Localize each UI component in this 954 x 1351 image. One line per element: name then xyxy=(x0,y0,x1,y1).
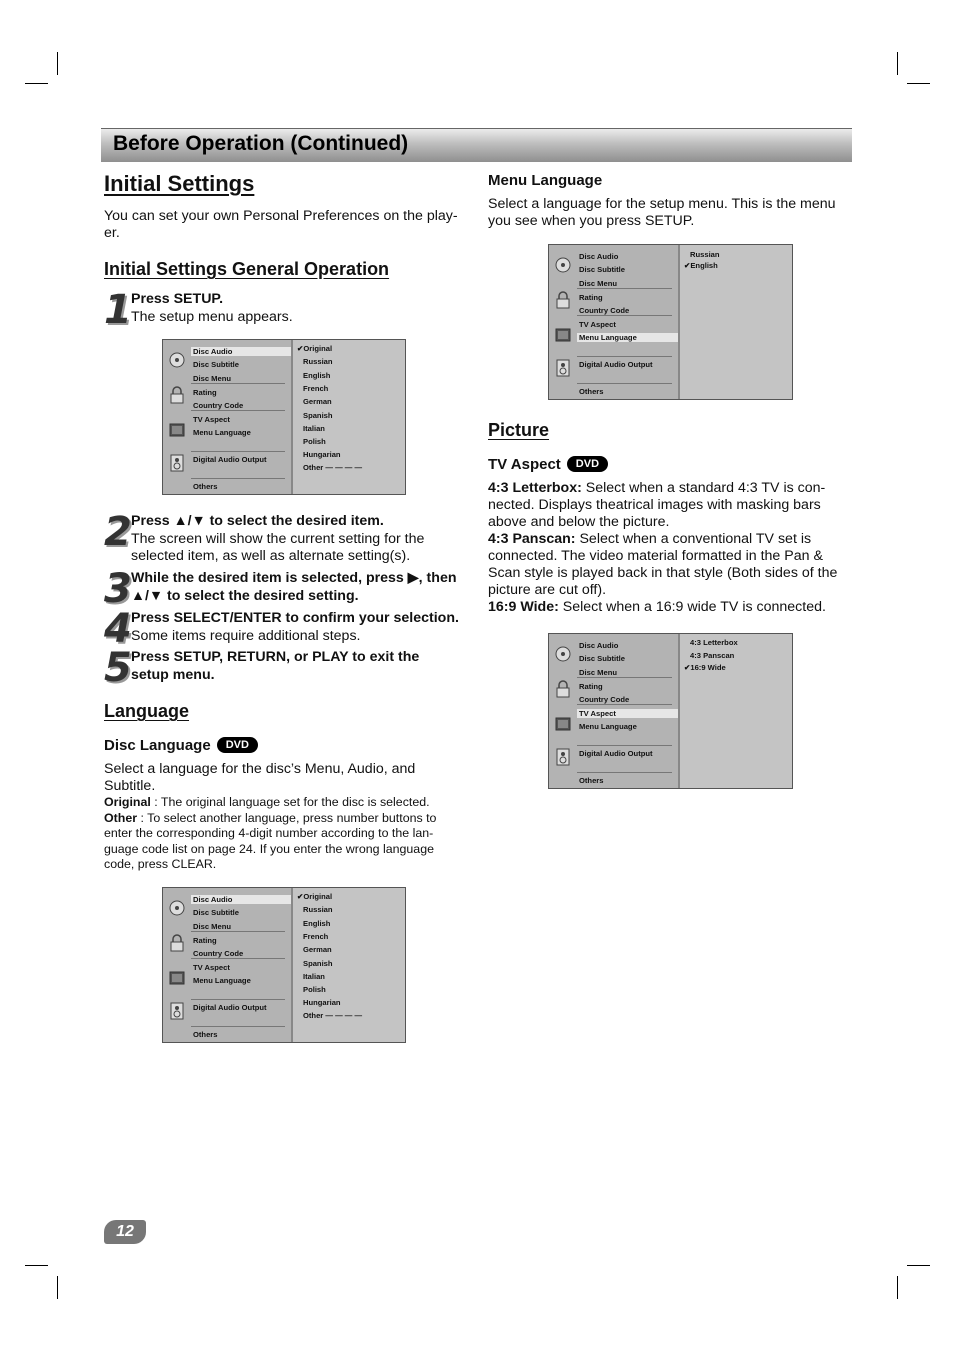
letterbox-line-2: nected. Displays theatrical images with masking bars xyxy=(488,497,821,513)
page-number: 12 xyxy=(104,1220,146,1244)
crop-mark xyxy=(907,83,930,84)
menu-item[interactable]: Country Code xyxy=(193,401,244,410)
step-1 xyxy=(131,291,466,326)
letterbox-line-1: Select when a standard 4:3 TV is con- xyxy=(581,480,826,496)
crop-mark xyxy=(57,52,58,75)
crop-mark xyxy=(897,1276,898,1299)
step-number-4: 4 xyxy=(104,606,132,652)
menu-item[interactable]: Disc Audio xyxy=(191,347,291,356)
lock-icon xyxy=(555,680,571,696)
menu-option[interactable]: Russian xyxy=(303,905,333,914)
tv-aspect-title xyxy=(488,456,608,473)
dvd-badge: DVD xyxy=(217,737,258,753)
speaker-icon xyxy=(555,748,571,764)
menu-separator xyxy=(191,1026,285,1027)
menu-item[interactable]: Rating xyxy=(579,293,603,302)
setup-menu-screen-3 xyxy=(548,244,793,400)
original-label: Original xyxy=(104,795,151,809)
intro-line-2: er. xyxy=(104,225,120,241)
lock-icon xyxy=(555,291,571,307)
menu-item[interactable]: Country Code xyxy=(579,306,630,315)
step-5 xyxy=(131,649,466,684)
menu-option[interactable]: Italian xyxy=(303,424,325,433)
menu-item[interactable]: Digital Audio Output xyxy=(579,360,653,369)
menu-item[interactable]: Menu Language xyxy=(577,333,678,342)
step-3-bold-1: While the desired item is selected, press ▶, then xyxy=(131,570,457,586)
menu-option[interactable]: French xyxy=(303,384,329,393)
setup-menu-screen-1 xyxy=(162,339,406,495)
disc-icon xyxy=(169,900,185,916)
menu-separator xyxy=(577,704,672,705)
original-note xyxy=(104,795,464,811)
menu-option[interactable]: Hungarian xyxy=(303,450,341,459)
menu-separator xyxy=(191,451,285,452)
menu-option[interactable]: Italian xyxy=(303,972,325,981)
menu-item[interactable]: Digital Audio Output xyxy=(193,455,267,464)
menu-item[interactable]: Menu Language xyxy=(193,976,251,985)
crop-mark xyxy=(25,1265,48,1266)
wide-text: Select when a 16:9 wide TV is connected. xyxy=(558,599,826,615)
tv-icon xyxy=(169,423,185,439)
panscan-line-2: connected. The video material formatted in the Pan & xyxy=(488,548,823,564)
menu-item[interactable]: Others xyxy=(579,776,604,785)
menu-separator xyxy=(577,356,672,357)
menu-separator xyxy=(577,288,672,289)
letterbox-label: 4:3 Letterbox: xyxy=(488,480,582,496)
step-3-bold-2: ▲/▼ to select the desired setting. xyxy=(131,587,359,604)
menu-item[interactable]: Disc Menu xyxy=(579,279,617,288)
dvd-badge: DVD xyxy=(567,456,608,472)
menu-item[interactable]: TV Aspect xyxy=(577,709,678,718)
disc-language-desc-2: Subtitle. xyxy=(104,778,156,794)
speaker-icon xyxy=(169,454,185,470)
menu-language-desc-1: Select a language for the setup menu. This is the menu xyxy=(488,196,836,212)
menu-item[interactable]: Disc Menu xyxy=(579,668,617,677)
disc-icon xyxy=(555,646,571,662)
menu-item[interactable]: Disc Audio xyxy=(579,641,619,650)
step-number-3: 3 xyxy=(104,566,132,612)
menu-item[interactable]: TV Aspect xyxy=(193,415,230,424)
step-5-bold-1: Press SETUP, RETURN, or PLAY to exit the xyxy=(131,649,420,665)
panscan-line-1: Select when a conventional TV set is xyxy=(575,531,812,547)
menu-item[interactable]: Disc Subtitle xyxy=(579,265,625,274)
menu-option[interactable]: German xyxy=(303,945,332,954)
disc-language-title xyxy=(104,737,258,754)
menu-item[interactable]: Disc Menu xyxy=(193,374,231,383)
crop-mark xyxy=(57,1276,58,1299)
step-2 xyxy=(131,513,466,566)
crop-mark xyxy=(897,52,898,75)
page-header-title: Before Operation (Continued) xyxy=(113,132,409,155)
menu-separator xyxy=(577,745,672,746)
tv-icon xyxy=(169,971,185,987)
menu-option[interactable]: English xyxy=(303,371,331,380)
lock-icon xyxy=(169,386,185,402)
step-number-2: 2 xyxy=(104,509,132,555)
subsection-title-general-operation: Initial Settings General Operation xyxy=(104,259,390,279)
menu-separator xyxy=(191,478,285,479)
original-text: : The original language set for the disc is selected. xyxy=(150,795,430,809)
step-number-5: 5 xyxy=(104,645,132,691)
disc-language-desc-1: Select a language for the disc’s Menu, Audio, and xyxy=(104,761,416,777)
menu-option[interactable]: Spanish xyxy=(303,959,333,968)
menu-item[interactable]: Rating xyxy=(193,936,217,945)
menu-option[interactable]: ✔Original xyxy=(297,892,333,901)
menu-option[interactable]: Spanish xyxy=(303,411,333,420)
step-2-text-1: The screen will show the current setting for the xyxy=(131,530,425,547)
menu-item[interactable]: TV Aspect xyxy=(579,320,616,329)
menu-item[interactable]: Disc Subtitle xyxy=(193,360,239,369)
menu-option[interactable]: Other — — — — xyxy=(303,1011,363,1020)
menu-option[interactable]: 4:3 Panscan xyxy=(690,651,735,660)
step-4 xyxy=(131,610,466,645)
menu-item[interactable]: Rating xyxy=(193,388,217,397)
menu-option[interactable]: Russian xyxy=(303,357,333,366)
menu-option[interactable]: English xyxy=(303,919,331,928)
disc-icon xyxy=(555,257,571,273)
other-label: Other xyxy=(104,810,138,825)
menu-option[interactable]: ✔16:9 Wide xyxy=(684,663,726,672)
menu-item[interactable]: Disc Subtitle xyxy=(579,654,625,663)
tv-aspect-desc xyxy=(488,480,850,616)
menu-item[interactable]: Others xyxy=(193,1030,218,1039)
menu-option[interactable]: Russian xyxy=(690,250,720,259)
panscan-line-4: picture are cut off). xyxy=(488,582,607,598)
step-1-bold: Press SETUP. xyxy=(131,291,224,307)
step-2-bold: Press ▲/▼ to select the desired item. xyxy=(131,513,384,529)
menu-item[interactable]: Disc Audio xyxy=(191,895,291,904)
menu-item[interactable]: Digital Audio Output xyxy=(193,1003,267,1012)
menu-option[interactable]: German xyxy=(303,397,332,406)
letterbox-line-3: above and below the picture. xyxy=(488,514,670,530)
wide-label: 16:9 Wide: xyxy=(488,599,559,615)
menu-option[interactable]: Other — — — — xyxy=(303,463,363,472)
menu-item[interactable]: TV Aspect xyxy=(193,963,230,972)
menu-option[interactable]: Polish xyxy=(303,985,326,994)
tv-aspect-label: TV Aspect xyxy=(488,456,561,473)
step-1-text: The setup menu appears. xyxy=(131,308,293,325)
section-title-initial-settings: Initial Settings xyxy=(104,171,255,196)
step-5-bold-2: setup menu. xyxy=(131,666,215,683)
menu-item[interactable]: Disc Menu xyxy=(193,922,231,931)
menu-separator xyxy=(191,958,285,959)
menu-item[interactable]: Others xyxy=(579,387,604,396)
intro-line-1: You can set your own Personal Preferences on the play- xyxy=(104,208,458,224)
setup-menu-screen-2 xyxy=(162,887,406,1043)
menu-separator xyxy=(191,383,285,384)
tv-icon xyxy=(555,328,571,344)
menu-option[interactable]: 4:3 Letterbox xyxy=(690,638,738,647)
menu-item[interactable]: Menu Language xyxy=(193,428,251,437)
speaker-icon xyxy=(169,1002,185,1018)
step-2-text-2: selected item, as well as alternate setting(s). xyxy=(131,548,411,564)
menu-separator xyxy=(191,410,285,411)
menu-item[interactable]: Others xyxy=(193,482,218,491)
menu-item[interactable]: Disc Audio xyxy=(579,252,619,261)
speaker-icon xyxy=(555,359,571,375)
menu-separator xyxy=(577,315,672,316)
subsection-title-picture: Picture xyxy=(488,420,550,440)
menu-option[interactable]: French xyxy=(303,932,329,941)
step-4-text: Some items require additional steps. xyxy=(131,627,361,644)
menu-option[interactable]: Hungarian xyxy=(303,998,341,1007)
step-3 xyxy=(131,570,466,605)
menu-item[interactable]: Country Code xyxy=(193,949,244,958)
disc-icon xyxy=(169,352,185,368)
other-line-3: guage code list on page 24. If you enter the wrong language xyxy=(104,841,434,856)
disc-language-label: Disc Language xyxy=(104,737,211,754)
menu-item[interactable]: Country Code xyxy=(579,695,630,704)
menu-separator xyxy=(577,383,672,384)
menu-language-title: Menu Language xyxy=(488,172,603,189)
menu-option[interactable]: ✔Original xyxy=(297,344,333,353)
menu-item[interactable]: Menu Language xyxy=(579,722,637,731)
menu-item[interactable]: Disc Subtitle xyxy=(193,908,239,917)
other-note xyxy=(104,811,464,873)
subsection-title-language: Language xyxy=(104,701,190,721)
panscan-label: 4:3 Panscan: xyxy=(488,531,576,547)
menu-separator xyxy=(191,999,285,1000)
other-line-2: enter the corresponding 4-digit number according to the lan- xyxy=(104,826,434,840)
header-banner xyxy=(101,128,852,162)
tv-icon xyxy=(555,717,571,733)
menu-item[interactable]: Rating xyxy=(579,682,603,691)
menu-option[interactable]: ✔English xyxy=(684,261,718,270)
other-line-4: code, press CLEAR. xyxy=(104,857,217,871)
menu-separator xyxy=(191,931,285,932)
step-4-bold: Press SELECT/ENTER to confirm your selection. xyxy=(131,610,459,626)
menu-separator xyxy=(577,677,672,678)
lock-icon xyxy=(169,934,185,950)
menu-language-desc-2: you see when you press SETUP. xyxy=(488,213,695,229)
menu-item[interactable]: Digital Audio Output xyxy=(579,749,653,758)
crop-mark xyxy=(907,1265,930,1266)
step-number-1: 1 xyxy=(104,287,132,333)
menu-option[interactable]: Polish xyxy=(303,437,326,446)
crop-mark xyxy=(25,83,48,84)
panscan-line-3: Scan style is played back in that style (Both sides of the xyxy=(488,565,838,581)
other-line-1: : To select another language, press number buttons to xyxy=(137,810,437,825)
setup-menu-screen-4 xyxy=(548,633,793,789)
menu-separator xyxy=(577,772,672,773)
